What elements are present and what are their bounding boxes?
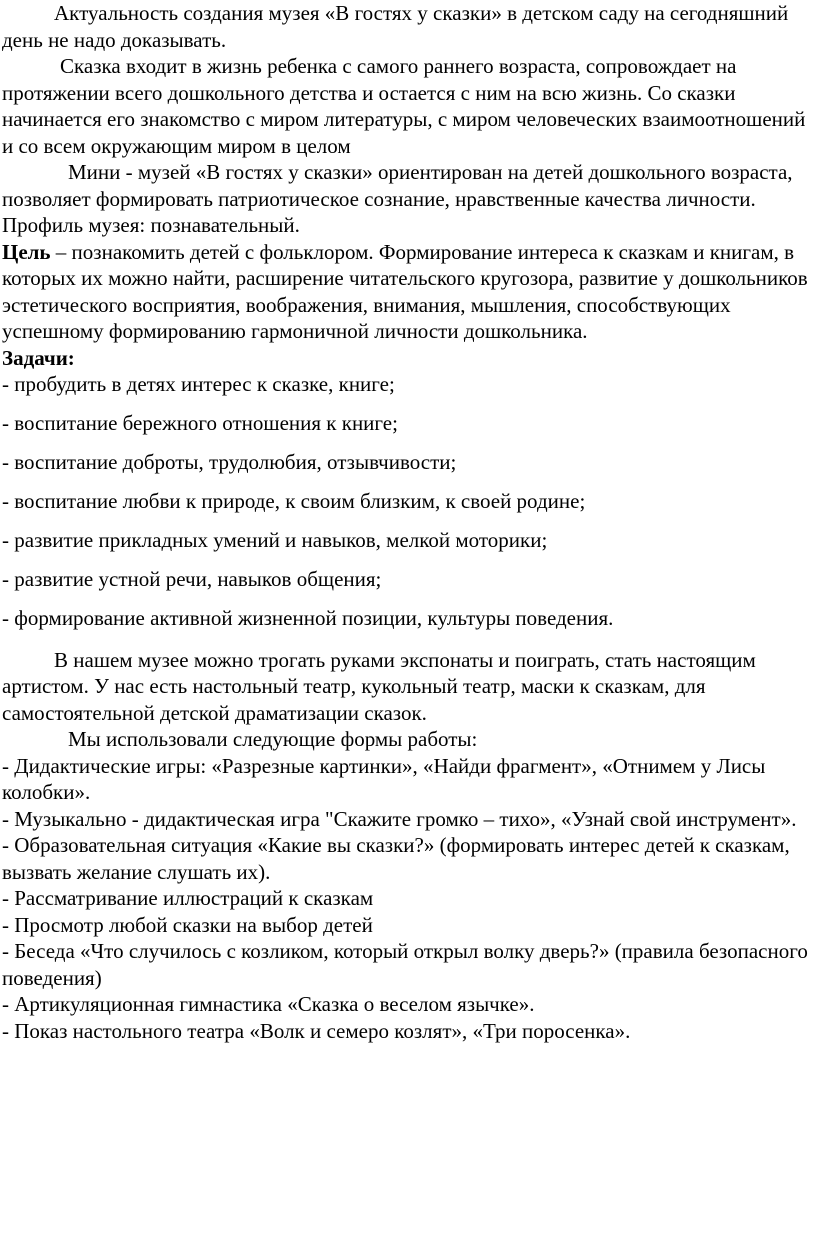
task-item: - развитие устной речи, навыков общения; [2,567,382,591]
form-item: - Просмотр любой сказки на выбор детей [2,912,373,937]
document-page [2,0,814,1044]
form-item: - Артикуляционная гимнастика «Сказка о веселом язычке». [2,992,535,1016]
museum-paragraph: В нашем музее можно трогать руками экспонаты и поиграть, стать настоящим артистом. У нас есть настольный театр, кукольный театр, маски к сказкам, для самостоятельной детской драматизации сказок. [2,647,756,725]
goal-paragraph [2,239,814,345]
tasks-heading [2,345,814,372]
museum-profile: Профиль музея: познавательный. [2,213,300,237]
form-item: - Рассматривание иллюстраций к сказкам [2,886,374,910]
tasks-list [2,371,814,632]
intro-paragraph-mini-museum: Мини - музей «В гостях у сказки» ориентирован на детей дошкольного возраста, позволяет формировать патриотическое сознание, нравственные качества личности. [2,160,793,211]
form-item: - Музыкально - дидактическая игра "Скажите громко – тихо», «Узнай свой инструмент». [2,806,797,831]
tasks-heading-label: Задачи: [2,345,75,370]
goal-label: Цель [2,239,51,264]
form-item: - Образовательная ситуация «Какие вы сказки?» (формировать интерес детей к сказкам, вызвать желание слушать их). [2,833,790,884]
forms-list [2,753,814,1045]
task-item: - пробудить в детях интерес к сказке, книге; [2,372,395,396]
form-item: - Дидактические игры: «Разрезные картинки», «Найди фрагмент», «Отнимем у Лисы колобки». [2,753,766,804]
goal-text: – познакомить детей с фольклором. Формирование интереса к сказкам и книгам, в которых их можно найти, расширение читательского кругозора, развитие у дошкольников эстетического восприятия, воображения, внимания, мышления, способствующих успешному формированию гармоничной личности дошкольника. [2,239,808,343]
intro-paragraph-relevance: Актуальность создания музея «В гостях у сказки» в детском саду на сегодняшний день не надо доказывать. [2,1,789,52]
task-item: - воспитание бережного отношения к книге; [2,411,398,435]
form-item: - Беседа «Что случилось с козликом, который открыл волку дверь?» (правила безопасного поведения) [2,939,808,990]
intro-paragraph-fairytale: Сказка входит в жизнь ребенка с самого раннего возраста, сопровождает на протяжении всего дошкольного детства и остается с ним на всю жизнь. Со сказки начинается его знакомство с миром литературы, с миром человеческих взаимоотношений и со всем окружающим миром в целом [2,54,806,158]
form-item: - Показ настольного театра «Волк и семеро козлят», «Три поросенка». [2,1018,631,1043]
forms-intro: Мы использовали следующие формы работы: [68,727,478,751]
task-item: - формирование активной жизненной позиции, культуры поведения. [2,606,614,630]
task-item: - воспитание доброты, трудолюбия, отзывчивости; [2,450,457,474]
task-item: - воспитание любви к природе, к своим близким, к своей родине; [2,489,586,513]
task-item: - развитие прикладных умений и навыков, мелкой моторики; [2,528,548,552]
